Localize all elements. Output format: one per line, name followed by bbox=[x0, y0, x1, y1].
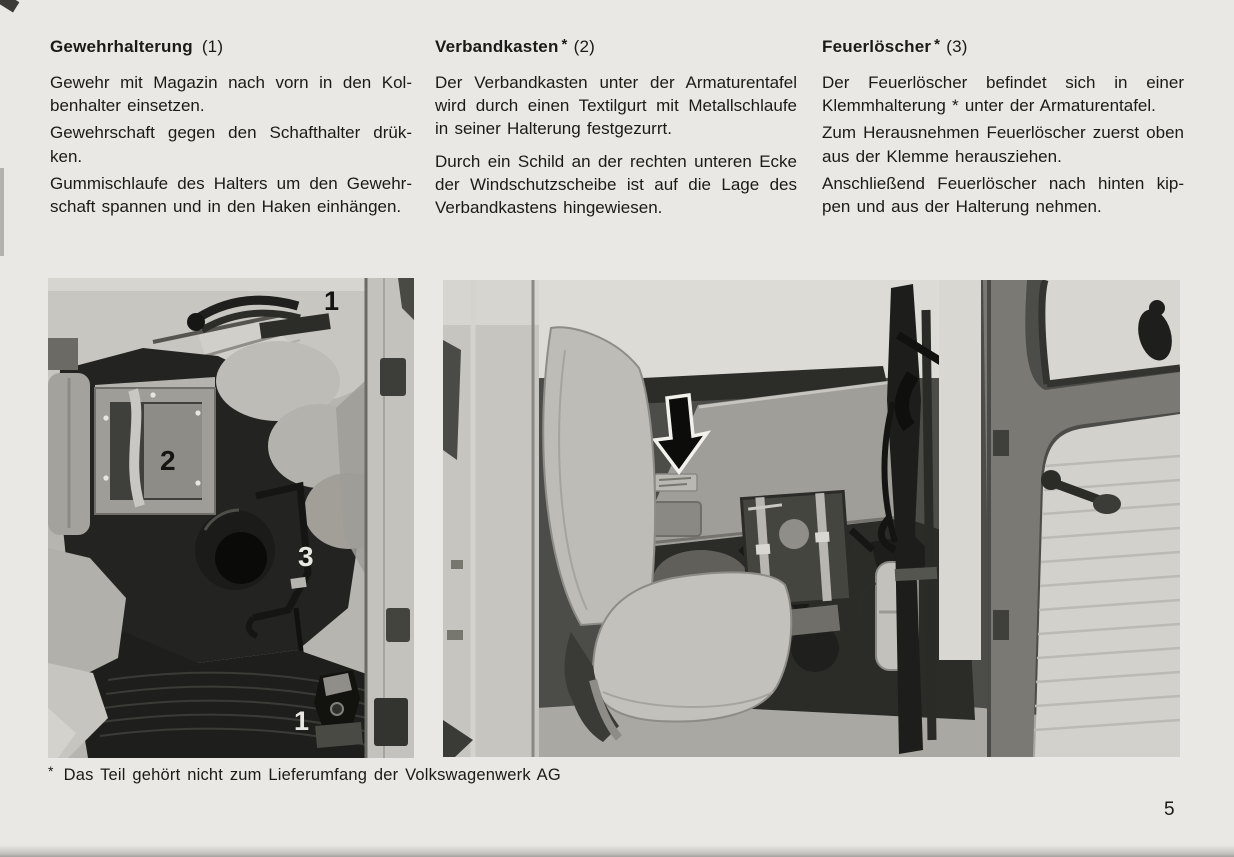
heading-ref-number: (1) bbox=[201, 37, 224, 56]
left-photo-illustration bbox=[48, 278, 414, 758]
heading-ref-number: (2) bbox=[573, 37, 595, 56]
text-line: Gummischlaufe des Halters um den Gewehr- bbox=[50, 173, 412, 193]
scan-edge-smudge bbox=[0, 168, 4, 256]
text-line: Gewehrschaft gegen den Schafthalter drük- bbox=[50, 123, 412, 143]
paragraph bbox=[435, 150, 797, 220]
scan-corner-mark bbox=[0, 0, 19, 12]
paragraph bbox=[50, 71, 412, 117]
text-line: Zum Herausnehmen Feuerlöscher zuerst oben bbox=[822, 123, 1184, 143]
text-line: ken. bbox=[50, 146, 83, 166]
page-bottom-shadow bbox=[0, 845, 1234, 857]
paragraph bbox=[50, 172, 412, 218]
text-line: Anschließend Feuerlöscher nach hinten kip- bbox=[822, 173, 1184, 193]
text-line: schaft spannen und in den Haken einhängen. bbox=[50, 197, 402, 217]
text-line: in seiner Halterung festgezurrt. bbox=[435, 119, 672, 139]
text-line: benhalter einsetzen. bbox=[50, 96, 205, 116]
paragraph bbox=[50, 121, 412, 167]
footnote-marker: * bbox=[561, 36, 568, 53]
figure-cab-interior-photo bbox=[443, 280, 1180, 757]
right-photo-illustration bbox=[443, 280, 1180, 757]
text-line: Verbandkastens hingewiesen. bbox=[435, 198, 663, 218]
heading-gewehrhalterung bbox=[50, 36, 412, 57]
text-line: Der Feuerlöscher befindet sich in einer bbox=[822, 73, 1184, 92]
heading-ref-number: (3) bbox=[946, 37, 968, 56]
page-number: 5 bbox=[1164, 799, 1175, 820]
section-feuerloescher bbox=[822, 36, 1184, 222]
figure-gewehrhalterung-photo bbox=[48, 278, 414, 758]
text-line: pen und aus der Halterung nehmen. bbox=[822, 197, 1102, 217]
paragraph bbox=[822, 121, 1184, 167]
footnote-text: Das Teil gehört nicht zum Lieferumfang der Volkswagenwerk AG bbox=[63, 766, 561, 784]
paragraph bbox=[822, 71, 1184, 117]
paragraph bbox=[435, 71, 797, 141]
asterisk-marker: * bbox=[48, 763, 54, 779]
paragraph bbox=[822, 172, 1184, 218]
text-line: Gewehr mit Magazin nach vorn in den Kol- bbox=[50, 73, 412, 92]
heading-bold: Feuerlöscher bbox=[822, 37, 932, 56]
heading-verbandkasten bbox=[435, 36, 797, 57]
text-line: der Windschutzscheibe ist auf die Lage des bbox=[435, 174, 797, 194]
footnote-marker: * bbox=[934, 36, 941, 53]
callout-1-bottom: 1 bbox=[294, 706, 310, 736]
text-line: wird durch einen Textilgurt mit Metallschlaufe bbox=[435, 96, 797, 116]
heading-feuerloescher bbox=[822, 36, 1184, 57]
footnote bbox=[48, 763, 561, 785]
callout-1-top: 1 bbox=[324, 286, 340, 316]
callout-2-bracket: 2 bbox=[160, 445, 176, 476]
text-line: Der Verbandkasten unter der Armaturentafel bbox=[435, 73, 797, 92]
heading-bold: Gewehrhalterung bbox=[50, 37, 193, 56]
section-gewehrhalterung bbox=[50, 36, 412, 222]
text-line: Klemmhalterung * unter der Armaturentafel. bbox=[822, 96, 1156, 116]
section-verbandkasten bbox=[435, 36, 797, 223]
heading-bold: Verbandkasten bbox=[435, 37, 559, 56]
callout-3-strap: 3 bbox=[298, 541, 314, 572]
text-line: aus der Klemme herausziehen. bbox=[822, 146, 1062, 166]
text-line: Durch ein Schild an der rechten unteren Ecke bbox=[435, 151, 797, 171]
